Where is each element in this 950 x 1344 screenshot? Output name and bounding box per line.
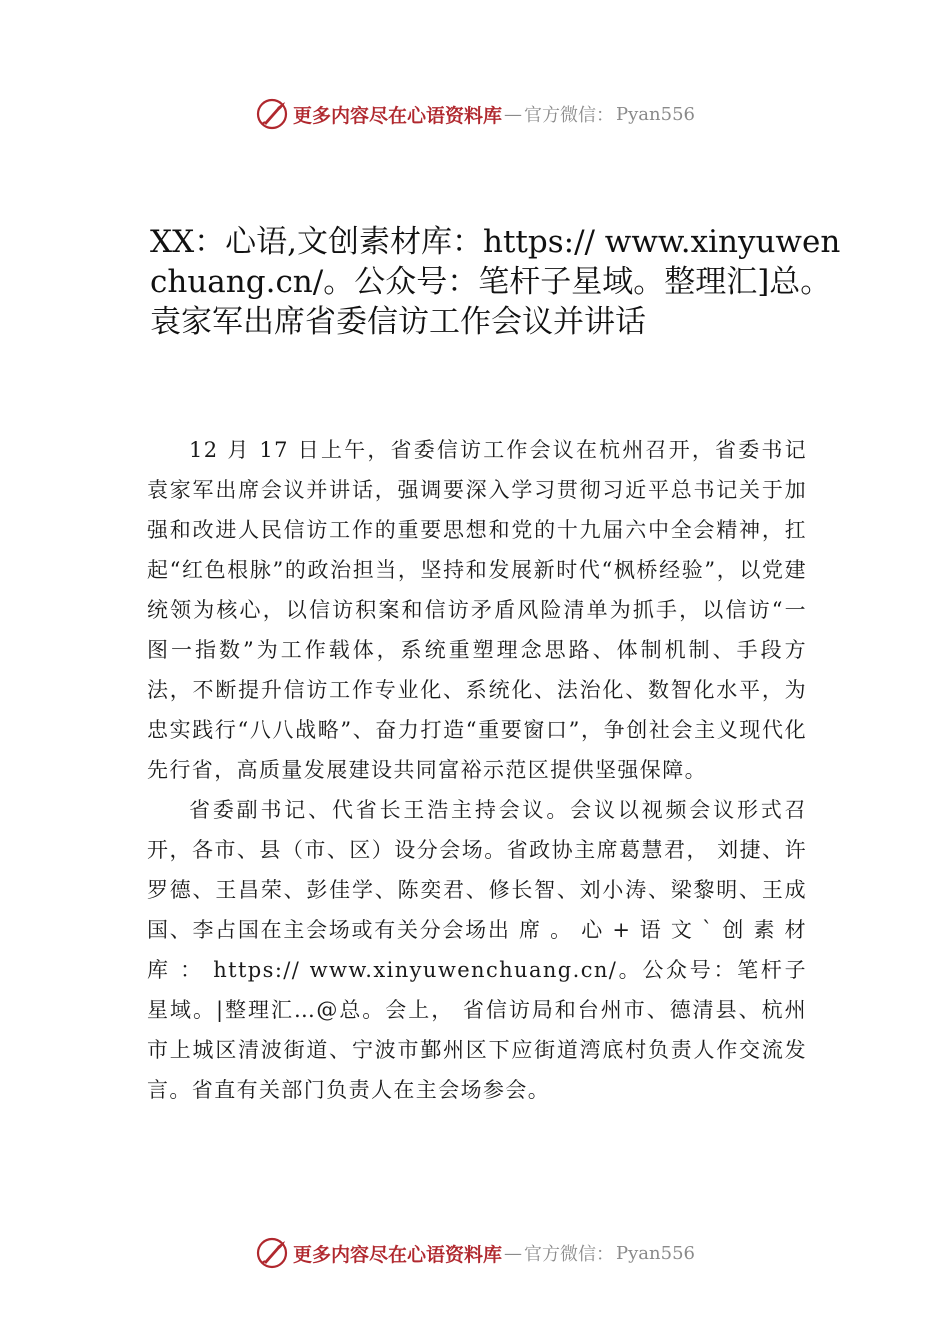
banner-dash: — (504, 1242, 523, 1264)
banner-main-text: 更多内容尽在心语资料库 (293, 1243, 503, 1266)
banner-contact-label: 官方微信： (524, 105, 615, 126)
banner-contact-handle: Pyan556 (616, 1242, 695, 1264)
banner-main-text: 更多内容尽在心语资料库 (293, 104, 503, 127)
quill-pen-logo-icon (255, 97, 289, 131)
banner-dash: — (504, 103, 523, 125)
banner-contact-handle: Pyan556 (616, 103, 695, 125)
banner-contact-label: 官方微信： (524, 1244, 615, 1265)
quill-pen-logo-icon (255, 1236, 289, 1270)
document-title: XX：心语,文创素材库：https:// www.xinyuwenchuang.cn/。公众号：笔杆子星域。整理汇]总。袁家军出席省委信访工作会议并讲话 (150, 224, 841, 340)
body-paragraph-1: 12 月 17 日上午，省委信访工作会议在杭州召开，省委书记袁家军出席会议并讲话，强调要深入学习贯彻习近平总书记关于加强和改进人民信访工作的重要思想和党的十九届六中全会精神，扛起“红色根脉”的政治担当，坚持和发展新时代“枫桥经验”，以党建统领为核心，以信访积案和信访矛盾风险清单为抓手，以信访“一图一指数”为工作载体，系统重塑理念思路、体制机制、手段方法，不断提升信访工作专业化、系统化、法治化、数智化水平，为忠实践行“八八战略”、奋力打造“重要窗口”，争创社会主义现代化先行省，高质量发展建设共同富裕示范区提供坚强保障。 (147, 438, 807, 782)
body-paragraph-2: 省委副书记、代省长王浩主持会议。会议以视频会议形式召开，各市、县（市、区）设分会场。省政协主席葛慧君， 刘捷、许罗德、王昌荣、彭佳学、陈奕君、修长智、刘小涛、梁黎明、王成国、李占国在主会场或有关分会场出 席 。 心 + 语 文 ` 创 素 材 库 ： https:// www.xinyuwenchuang.cn/。公众号：笔杆子星域。|整理汇…@总。会上， 省信访局和台州市、德清县、杭州市上城区清波街道、宁波市鄞州区下应街道湾底村负责人作交流发言。省直有关部门负责人在主会场参会。 (147, 798, 807, 1102)
document-body (147, 430, 807, 1110)
footer-banner (0, 1233, 950, 1273)
header-banner (0, 94, 950, 134)
